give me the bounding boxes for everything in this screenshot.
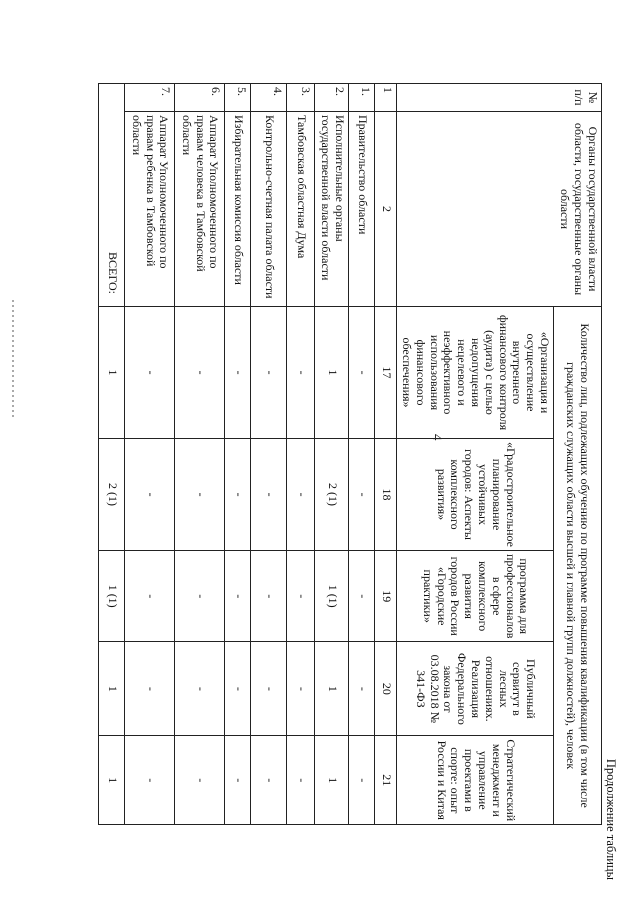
table-cell: 1	[315, 307, 349, 439]
table-cell: -	[287, 642, 315, 736]
header-program-17: «Организация и осуществление внутреннего финансового контроля (аудита) с целью недопущения нецелевого и неэффективного использования финансового обеспечения»	[397, 307, 554, 439]
table-cell: -	[125, 439, 175, 551]
total-cell: 1	[99, 642, 125, 736]
table-cell: -	[251, 736, 287, 825]
table-row	[175, 84, 225, 825]
row-number: 1.	[349, 84, 375, 112]
organization-name: Аппарат Уполномоченного по правам ребенка в Тамбовской области	[125, 112, 175, 307]
scan-mark	[12, 300, 14, 418]
row-number: 2.	[315, 84, 349, 112]
table-cell: -	[287, 550, 315, 641]
table-cell: -	[251, 642, 287, 736]
total-row	[99, 84, 125, 825]
table-cell: -	[125, 550, 175, 641]
table-cell: -	[125, 736, 175, 825]
table-cell: 1	[315, 736, 349, 825]
column-number: 1	[375, 84, 397, 112]
header-program-20: Публичный сервитут в лесных отношениях. Реализация Федерального закона от 03.08.2018 № 341-ФЗ	[397, 642, 554, 736]
table-cell: -	[225, 642, 251, 736]
table-cell: -	[349, 439, 375, 551]
table-cell: -	[125, 307, 175, 439]
table-cell: -	[251, 307, 287, 439]
table-cell: -	[225, 550, 251, 641]
table-cell: -	[251, 550, 287, 641]
table-cell: -	[225, 439, 251, 551]
total-label: ВСЕГО:	[99, 84, 125, 307]
column-number: 18	[375, 439, 397, 551]
header-program-19: программа для профессионалов в сфере комплексного развития городов России «Городские практики»	[397, 550, 554, 641]
organization-name: Контрольно-счетная палата области	[251, 112, 287, 307]
row-number: 5.	[225, 84, 251, 112]
table-cell: -	[175, 736, 225, 825]
training-table	[98, 83, 602, 825]
table-row	[125, 84, 175, 825]
row-number: 4.	[251, 84, 287, 112]
table-cell: -	[349, 736, 375, 825]
column-numbers-row	[375, 84, 397, 825]
column-number: 2	[375, 112, 397, 307]
table-cell: 1	[315, 642, 349, 736]
table-cell: -	[287, 439, 315, 551]
total-cell: 1	[99, 307, 125, 439]
total-cell: 2 (1)	[99, 439, 125, 551]
column-number: 21	[375, 736, 397, 825]
organization-name: Исполнительные органы государственной власти области	[315, 112, 349, 307]
column-number: 17	[375, 307, 397, 439]
organization-name: Правительство области	[349, 112, 375, 307]
header-number: № п/п	[397, 84, 602, 112]
table-cell: -	[225, 307, 251, 439]
header-group-title: Количество лиц, подлежащих обучению по программе повышения квалификации (в том числе гражданских служащих области высшей и главной групп должностей), человек	[554, 307, 602, 825]
table-cell: -	[349, 642, 375, 736]
column-number: 20	[375, 642, 397, 736]
table-cell: -	[349, 307, 375, 439]
table-cell: -	[175, 550, 225, 641]
row-number: 6.	[175, 84, 225, 112]
table-cell: -	[125, 642, 175, 736]
table-cell: -	[225, 736, 251, 825]
table-cell: -	[251, 439, 287, 551]
header-organization: Органы государственной власти области, государственные органы области	[397, 112, 602, 307]
table-row	[287, 84, 315, 825]
header-program-21: Стратегический менеджмент и управление проектами в спорте: опыт России и Китая	[397, 736, 554, 825]
total-cell: 1	[99, 736, 125, 825]
header-program-18: «Градостроительное планирование устойчивых городов: Аспекты комплексного развития»	[397, 439, 554, 551]
column-number: 19	[375, 550, 397, 641]
row-number: 7.	[125, 84, 175, 112]
table-row	[315, 84, 349, 825]
organization-name: Аппарат Уполномоченного по правам человека в Тамбовской области	[175, 112, 225, 307]
organization-name: Избирательная комиссия области	[225, 112, 251, 307]
table-cell: -	[175, 307, 225, 439]
table-cell: -	[349, 550, 375, 641]
row-number: 3.	[287, 84, 315, 112]
table-continuation-label: Продолжение таблицы	[604, 758, 618, 880]
table-cell: -	[175, 439, 225, 551]
organization-name: Тамбовская областная Дума	[287, 112, 315, 307]
table-row	[225, 84, 251, 825]
table-cell: 2 (1)	[315, 439, 349, 551]
table-cell: 1 (1)	[315, 550, 349, 641]
table-row	[349, 84, 375, 825]
total-cell: 1 (1)	[99, 550, 125, 641]
page-number: 4	[430, 434, 445, 441]
table-row	[251, 84, 287, 825]
table-cell: -	[175, 642, 225, 736]
table-cell: -	[287, 307, 315, 439]
table-cell: -	[287, 736, 315, 825]
